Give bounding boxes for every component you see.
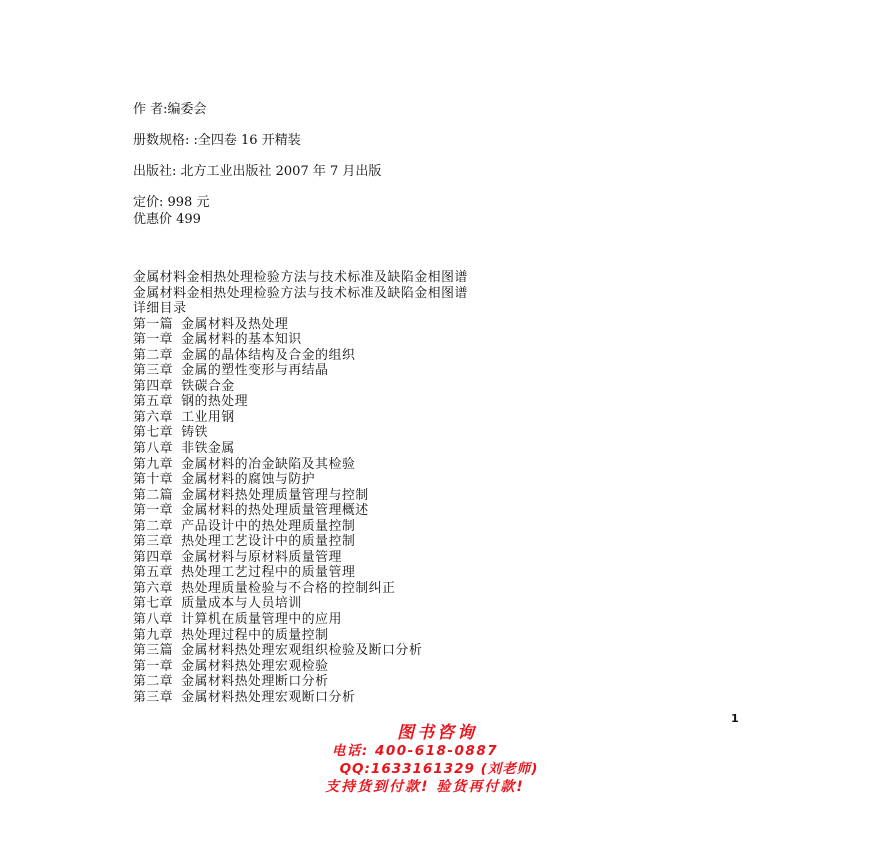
toc-entry-number: 第四章 — [133, 378, 174, 394]
toc-entry-title: 金属材料热处理宏观组织检验及断口分析 — [181, 643, 423, 659]
toc-entry-number: 第八章 — [133, 441, 174, 457]
toc-entry-title: 热处理工艺设计中的质量控制 — [181, 534, 356, 550]
toc-entry-title: 质量成本与人员培训 — [181, 596, 302, 612]
toc-entry-number: 第六章 — [133, 580, 174, 596]
toc-entry-number: 第三章 — [133, 689, 174, 705]
toc-entry-number: 第六章 — [133, 409, 174, 425]
toc-entry-number: 金属材料金相热处理检验方法与技术标准及缺陷金相图谱 — [133, 270, 468, 285]
toc-entry-title: 金属材料的基本知识 — [181, 332, 302, 348]
book-volume-spec: 册数规格: :全四卷 16 开精装 — [133, 133, 301, 148]
toc-entry — [133, 457, 468, 473]
toc-entry-number: 第一章 — [133, 658, 174, 674]
toc-entry — [133, 472, 468, 488]
toc-entry-number: 第五章 — [133, 394, 174, 410]
table-of-contents — [133, 270, 468, 705]
toc-entry — [133, 550, 468, 566]
toc-entry-title: 金属材料热处理断口分析 — [181, 674, 329, 690]
toc-entry-number: 金属材料金相热处理检验方法与技术标准及缺陷金相图谱 — [133, 285, 468, 301]
toc-entry-number: 第一篇 — [133, 316, 174, 332]
toc-entry-title: 金属材料热处理宏观检验 — [181, 658, 329, 674]
toc-entry-title: 金属的塑性变形与再结晶 — [181, 363, 329, 379]
toc-entry — [133, 596, 468, 612]
toc-entry-title: 热处理过程中的质量控制 — [181, 627, 329, 643]
toc-entry — [133, 643, 468, 659]
book-price: 定价: 998 元 — [133, 195, 210, 210]
toc-entry-title: 铁碳合金 — [181, 378, 235, 394]
toc-entry — [133, 690, 468, 706]
toc-entry-number: 第一章 — [133, 332, 174, 348]
promo-payment: 支持货到付款! 验货再付款! — [325, 779, 525, 795]
toc-entry-number: 第七章 — [133, 425, 174, 441]
toc-entry-title: 金属材料热处理质量管理与控制 — [181, 487, 369, 503]
toc-entry-number: 第五章 — [133, 565, 174, 581]
toc-entry-number: 第七章 — [133, 596, 174, 612]
toc-entry — [133, 348, 468, 364]
toc-entry-title: 产品设计中的热处理质量控制 — [181, 518, 356, 534]
toc-entry — [133, 286, 468, 302]
toc-entry-title: 金属材料的腐蚀与防护 — [181, 472, 316, 488]
toc-entry-number: 第九章 — [133, 456, 174, 472]
toc-entry-title: 非铁金属 — [181, 441, 235, 457]
book-author: 作 者:编委会 — [133, 102, 207, 117]
toc-entry — [133, 628, 468, 644]
toc-entry-title: 金属材料及热处理 — [181, 316, 289, 332]
promo-title: 图书咨询 — [397, 723, 477, 743]
toc-entry-title: 热处理质量检验与不合格的控制纠正 — [181, 580, 396, 596]
toc-entry-title: 工业用钢 — [181, 409, 235, 425]
toc-entry — [133, 410, 468, 426]
toc-entry — [133, 332, 468, 348]
toc-entry-number: 第四章 — [133, 549, 174, 565]
toc-entry-number: 第二章 — [133, 518, 174, 534]
toc-entry — [133, 503, 468, 519]
toc-entry-number: 第八章 — [133, 612, 174, 628]
toc-entry-number: 详细目录 — [133, 301, 187, 317]
toc-entry — [133, 674, 468, 690]
toc-entry — [133, 379, 468, 395]
toc-entry — [133, 534, 468, 550]
toc-entry-title: 金属的晶体结构及合金的组织 — [181, 347, 356, 363]
toc-entry-title: 钢的热处理 — [181, 394, 249, 410]
toc-entry — [133, 270, 468, 286]
toc-entry — [133, 581, 468, 597]
toc-entry-number: 第一章 — [133, 503, 174, 519]
toc-entry — [133, 363, 468, 379]
toc-entry-number: 第三章 — [133, 534, 174, 550]
book-discount-price: 优惠价 499 — [133, 212, 201, 227]
toc-entry-title: 热处理工艺过程中的质量管理 — [181, 565, 356, 581]
toc-entry — [133, 394, 468, 410]
toc-entry-title: 铸铁 — [181, 425, 208, 441]
toc-entry-number: 第三章 — [133, 363, 174, 379]
toc-entry — [133, 301, 468, 317]
toc-entry — [133, 488, 468, 504]
book-publisher: 出版社: 北方工业出版社 2007 年 7 月出版 — [133, 164, 382, 179]
toc-entry-number: 第三篇 — [133, 643, 174, 659]
toc-entry — [133, 612, 468, 628]
toc-entry — [133, 317, 468, 333]
page-number: 1 — [731, 712, 739, 725]
toc-entry-number: 第二章 — [133, 347, 174, 363]
toc-entry-number: 第二篇 — [133, 487, 174, 503]
toc-entry — [133, 425, 468, 441]
toc-entry — [133, 565, 468, 581]
toc-entry — [133, 519, 468, 535]
toc-entry-number: 第二章 — [133, 674, 174, 690]
toc-entry-title: 计算机在质量管理中的应用 — [181, 612, 342, 628]
toc-entry-title: 金属材料与原材料质量管理 — [181, 549, 342, 565]
promo-phone: 电话: 400-618-0887 — [331, 743, 499, 759]
toc-entry-number: 第九章 — [133, 627, 174, 643]
promo-qq: QQ:1633161329 (刘老师) — [339, 761, 539, 777]
toc-entry — [133, 659, 468, 675]
toc-entry — [133, 441, 468, 457]
toc-entry-title: 金属材料热处理宏观断口分析 — [181, 689, 356, 705]
toc-entry-title: 金属材料的热处理质量管理概述 — [181, 503, 369, 519]
toc-entry-title: 金属材料的冶金缺陷及其检验 — [181, 456, 356, 472]
toc-entry-number: 第十章 — [133, 472, 174, 488]
